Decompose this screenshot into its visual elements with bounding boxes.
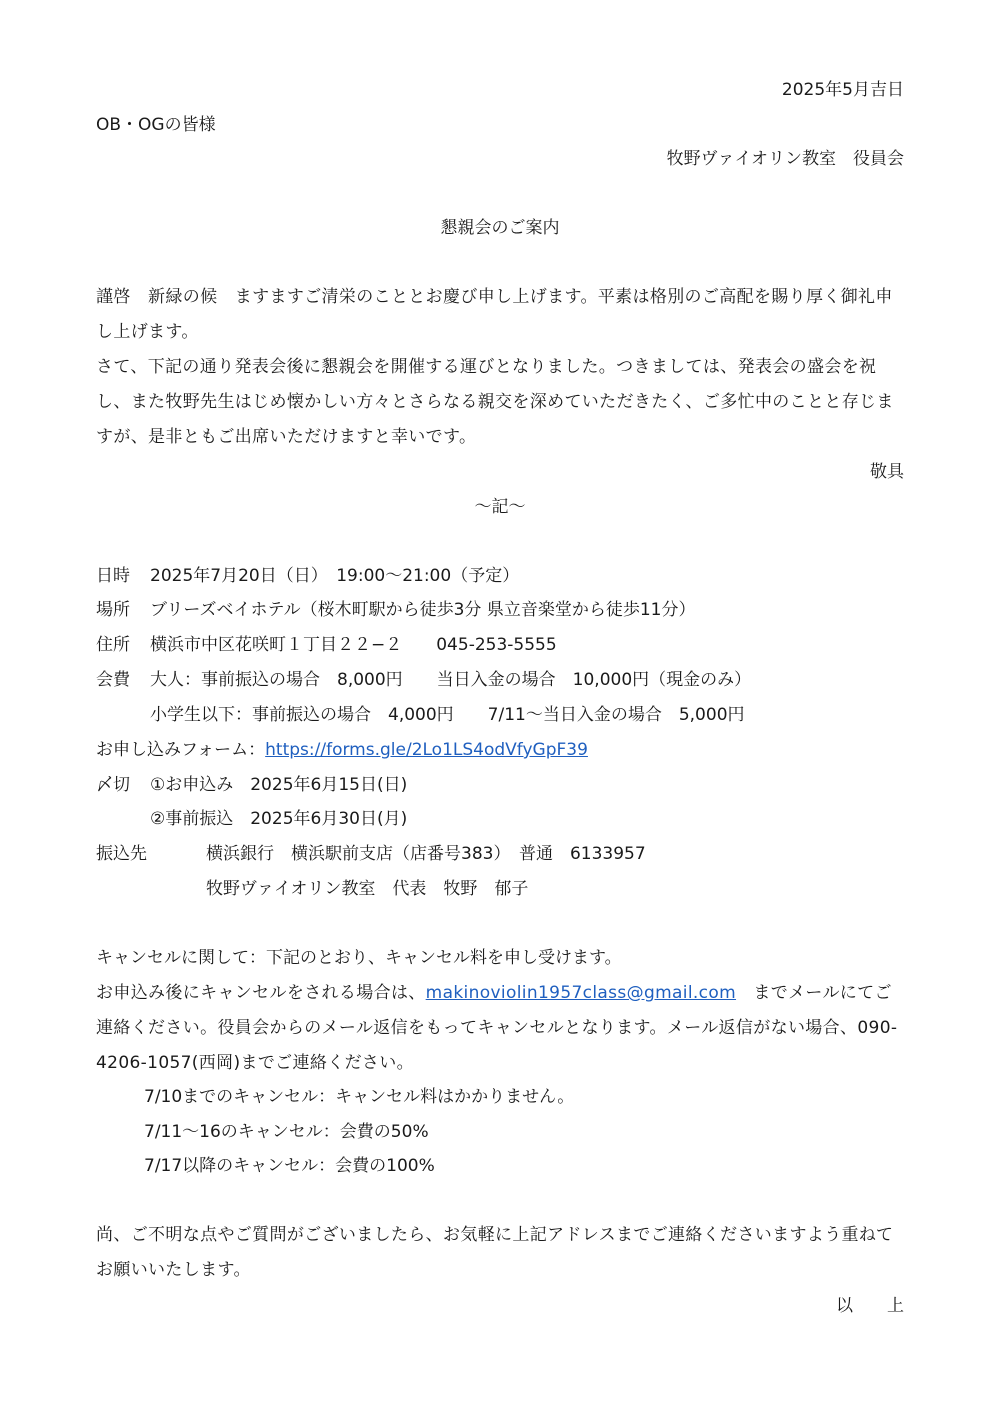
- detail-deadline: [96, 773, 407, 797]
- document-title: 懇親会のご案内: [440, 218, 560, 238]
- detail-form: [96, 738, 588, 762]
- form-label: お申し込みフォーム：: [96, 740, 266, 760]
- detail-fee: [96, 668, 751, 692]
- cancel-rule: 7/10までのキャンセル：キャンセル料はかかりません。: [144, 1087, 575, 1107]
- cancel-heading: キャンセルに関して：下記のとおり、キャンセル料を申し受けます。: [96, 948, 622, 968]
- cancel-rule: 7/17以降のキャンセル：会費の100%: [144, 1156, 435, 1176]
- fee-adult: 大人：事前振込の場合 8,000円 当日入金の場合 10,000円（現金のみ）: [150, 670, 752, 690]
- bank-line-1: 横浜銀行 横浜駅前支店（店番号383） 普通 6133957: [206, 844, 646, 864]
- deadline-item-1: ①お申込み 2025年6月15日(日): [150, 775, 408, 795]
- form-link[interactable]: https://forms.gle/2Lo1LS4odVfyGpF39: [265, 740, 588, 760]
- venue-value: ブリーズベイホテル（桜木町駅から徒歩3分 県立音楽堂から徒歩11分）: [150, 600, 696, 620]
- sender: 牧野ヴァイオリン教室 役員会: [666, 149, 904, 169]
- closing-keigu: 敬具: [870, 462, 904, 482]
- greeting-paragraph-2: さて、下記の通り発表会後に懇親会を開催する運びとなりました。つきましては、発表会の盛会を祝し、また牧野先生はじめ懐かしい方々とさらなる親交を深めていただきたく、ご多忙中のことと存じますが、是非ともご出席いただけますと幸いです。: [96, 357, 894, 447]
- cancel-paragraph: [96, 976, 904, 1081]
- detail-datetime: [96, 564, 519, 588]
- bank-line-2: 牧野ヴァイオリン教室 代表 牧野 郁子: [206, 879, 529, 899]
- address-label: 住所: [96, 635, 130, 655]
- ki-heading: ～記～: [474, 497, 526, 517]
- address-value: 横浜市中区花咲町１丁目２２−２ 045-253-5555: [150, 635, 557, 655]
- document-date: 2025年5月吉日: [781, 80, 904, 100]
- venue-label: 場所: [96, 600, 130, 620]
- fee-child: 小学生以下：事前振込の場合 4,000円 7/11～当日入金の場合 5,000円: [150, 705, 745, 725]
- cancel-text-before-email: お申込み後にキャンセルをされる場合は、: [96, 983, 426, 1003]
- cancel-text-after-email: までメールにてご連絡ください。役員会からのメール返信をもってキャンセルとなります。メール返信がない場合、090-4206-1057(西岡)までご連絡ください。: [96, 983, 898, 1073]
- datetime-value: 2025年7月20日（日） 19:00～21:00（予定）: [150, 566, 520, 586]
- footer-note: 尚、ご不明な点やご質問がございましたら、お気軽に上記アドレスまでご連絡くださいますよう重ねてお願いいたします。: [96, 1225, 894, 1280]
- fee-label: 会費: [96, 670, 130, 690]
- datetime-label: 日時: [96, 566, 130, 586]
- recipient: OB・OGの皆様: [96, 115, 216, 135]
- bank-label: 振込先: [96, 844, 147, 864]
- detail-address: [96, 633, 557, 657]
- deadline-label: 〆切: [96, 775, 130, 795]
- greeting-paragraph-1: 謹啓 新緑の候 ますますご清栄のこととお慶び申し上げます。平素は格別のご高配を賜り厚く御礼申し上げます。: [96, 287, 893, 342]
- detail-bank: [96, 842, 646, 866]
- deadline-item-2: ②事前振込 2025年6月30日(月): [150, 809, 408, 829]
- ending-ijo: 以 上: [836, 1296, 904, 1316]
- cancel-email-link[interactable]: makinoviolin1957class@gmail.com: [425, 983, 737, 1003]
- detail-venue: [96, 598, 695, 622]
- cancel-rule: 7/11～16のキャンセル：会費の50%: [144, 1122, 429, 1142]
